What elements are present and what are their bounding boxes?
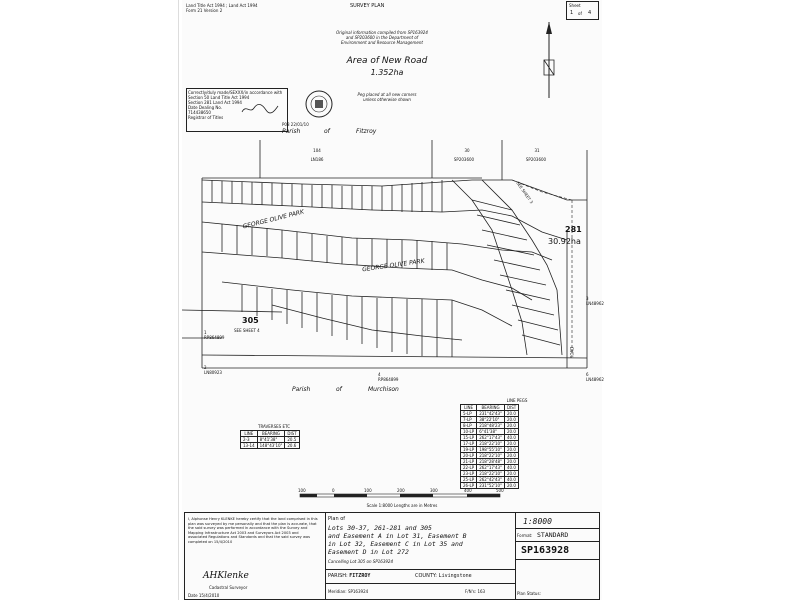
scale-tick-label: 400 xyxy=(464,488,472,493)
side-lot-plan: LN80923 xyxy=(204,370,222,375)
sheet-number: 1 xyxy=(570,10,574,16)
line-peg-cell: 10-LP xyxy=(461,429,477,435)
line-peg-cell: 20.0 xyxy=(504,417,518,423)
side-lot-number: 4 xyxy=(378,372,381,377)
side-lot-number: 1 xyxy=(204,330,207,335)
line-peg-cell: 218°22'10" xyxy=(477,441,505,447)
line-pegs-table xyxy=(460,404,519,489)
side-lot-plan: LN48962 xyxy=(586,301,604,306)
divider xyxy=(515,559,599,560)
road-label: ROAD xyxy=(569,346,575,359)
scale-tick-label: 100 xyxy=(364,488,372,493)
parish-north-name: Fitzroy xyxy=(356,128,377,135)
county-label: COUNTY: xyxy=(415,573,437,579)
line-peg-cell: 262°17'43" xyxy=(477,435,505,441)
line-peg-cell: 218°22'10" xyxy=(477,471,505,477)
line-peg-cell: 40.0 xyxy=(504,435,518,441)
area-value: 1.352ha xyxy=(370,68,404,77)
side-lot-number: 2 xyxy=(204,365,207,370)
line-peg-cell: 20.0 xyxy=(504,453,518,459)
line-peg-cell: 22-LP xyxy=(461,465,477,471)
line-peg-cell: 20.0 xyxy=(504,429,518,435)
parish-label: PARISH: xyxy=(328,573,348,579)
certificate-panel xyxy=(185,513,326,599)
table-row xyxy=(461,471,519,477)
side-lot-3 xyxy=(586,296,604,306)
line-pegs-body xyxy=(461,411,519,489)
top-lot-number: 31 xyxy=(534,148,540,153)
scale-tick-label: 200 xyxy=(397,488,405,493)
see-sheet-4-label: SEE SHEET 4 xyxy=(234,328,260,333)
table-row xyxy=(461,417,519,423)
plan-scale: 1:8000 xyxy=(523,517,552,526)
north-arrow-icon xyxy=(540,20,558,100)
line-peg-cell: 262°17'43" xyxy=(477,465,505,471)
line-peg-cell: 20.0 xyxy=(504,471,518,477)
sheet-of: of xyxy=(578,11,582,16)
divider xyxy=(325,569,515,570)
line-peg-cell: 17-LP xyxy=(461,441,477,447)
peg-note: Peg placed at all new corners unless otherwise shown xyxy=(357,92,417,102)
table-row xyxy=(461,465,519,471)
sheet-edge xyxy=(178,0,179,600)
divider xyxy=(515,541,599,542)
meridian-label: Meridian: xyxy=(328,589,347,594)
scale-tick-label: 0 xyxy=(332,488,335,493)
parish-south-of: of xyxy=(336,386,342,393)
plan-description-panel xyxy=(325,513,516,599)
line-peg-cell: 15-LP xyxy=(461,435,477,441)
surveyor-role: Cadastral Surveyor xyxy=(209,585,248,590)
parish-north-word: Parish xyxy=(282,128,301,135)
traverse-cell: 20.6 xyxy=(285,443,299,449)
table-row xyxy=(461,441,519,447)
line-peg-cell: 25-LP xyxy=(461,477,477,483)
top-lot-number: 30 xyxy=(464,148,470,153)
meridian-field xyxy=(328,589,368,594)
lot-281-area: 30.92ha xyxy=(548,237,581,246)
meridian-value: SP163924 xyxy=(347,589,369,594)
registrar-stamp: Correctly/duly made/SEXXX/in accordance with Section 50 Land Title Act 1994 Section 281 Land Act 1994 Date Dealing No. 714438650 Registrar of Titles xyxy=(186,88,288,132)
plan-status-label: Plan Status: xyxy=(517,591,541,596)
see-sheet-3-label: SEE SHEET 3 xyxy=(515,180,535,205)
side-lot-number: 6 xyxy=(586,372,589,377)
line-peg-cell: 231°52'10" xyxy=(477,483,505,489)
compiled-note: Original information compiled from SP163924 and SP203600 in the Department of Environment and Resource Management xyxy=(336,30,428,45)
line-peg-cell: 20.0 xyxy=(504,423,518,429)
line-peg-cell: 20.0 xyxy=(504,483,518,489)
county-field xyxy=(415,573,472,579)
side-lot-2 xyxy=(204,365,222,375)
table-row xyxy=(241,443,300,449)
sheet-label: Sheet xyxy=(569,3,581,8)
scale-bar xyxy=(292,492,512,502)
table-row xyxy=(461,447,519,453)
side-lot-plan: RP864899 xyxy=(378,377,399,382)
table-row xyxy=(461,453,519,459)
survey-sheet xyxy=(182,0,602,600)
queensland-seal-icon xyxy=(304,88,334,120)
plan-heading: SURVEY PLAN xyxy=(350,3,385,9)
legislation-note: Land Title Act 1994 ; Land Act 1994 Form 21 Version 2 xyxy=(186,3,258,13)
line-peg-cell: 23-LP xyxy=(461,471,477,477)
surveyor-signature: AHKlenke xyxy=(203,571,249,581)
line-peg-cell: 20.0 xyxy=(504,441,518,447)
line-peg-cell: 21-LP xyxy=(461,459,477,465)
table-row xyxy=(461,477,519,483)
format-value: STANDARD xyxy=(537,531,569,539)
table-row xyxy=(241,437,300,443)
line-peg-cell: 5-LP xyxy=(461,411,477,417)
line-pegs-header: LINE xyxy=(461,405,477,411)
line-peg-cell: 231°42'43" xyxy=(477,411,505,417)
line-peg-cell: 40.0 xyxy=(504,465,518,471)
traverse-cell: 148°43'10" xyxy=(257,443,285,449)
line-peg-cell: 262°42'43" xyxy=(477,477,505,483)
side-lot-plan: RP864899 xyxy=(204,335,225,340)
line-peg-cell: 38°22'10" xyxy=(477,417,505,423)
parish-south-word: Parish xyxy=(292,386,311,393)
park-label-2: GEORGE OLIVE PARK xyxy=(361,257,426,274)
fn-field xyxy=(465,589,485,594)
top-lot-plan: SP203600 xyxy=(525,157,547,162)
plan-number: SP163928 xyxy=(521,545,570,556)
line-peg-cell: 26-LP xyxy=(461,483,477,489)
area-title: Area of New Road xyxy=(346,56,428,66)
line-peg-cell: 6°41'38" xyxy=(477,429,505,435)
format-label: Format: xyxy=(517,533,533,538)
traverse-cell: 13-14 xyxy=(241,443,258,449)
line-peg-cell: 7-LP xyxy=(461,417,477,423)
line-peg-cell: 20.0 xyxy=(504,447,518,453)
top-lot-plan: SP203600 xyxy=(453,157,475,162)
line-peg-cell: 218°22'10" xyxy=(477,453,505,459)
line-peg-cell: 20.0 xyxy=(504,411,518,417)
side-lot-4 xyxy=(378,372,398,382)
table-row xyxy=(461,459,519,465)
divider xyxy=(325,583,515,584)
scale-tick-label: 500 xyxy=(496,488,504,493)
line-peg-cell: 20.0 xyxy=(504,459,518,465)
surveyor-certificate: I, Alphonse Henry KLENKE hereby certify that the land comprised in this plan was surveyed by me personally and that the plan is accurate, that the said survey was performed in accordance with the Survey and Mapping Infrastructure Act 2003 and Surveyors Act 2003 and associated Regulations and Standards and that the said survey was completed on 15/4/2010 xyxy=(188,517,318,544)
line-peg-cell: 8-LP xyxy=(461,423,477,429)
parish-north-of: of xyxy=(324,128,330,135)
table-row xyxy=(461,429,519,435)
traverses-title: TRAVERSES ETC xyxy=(258,424,290,429)
line-pegs-header: BEARING xyxy=(477,405,505,411)
registrar-signature-icon xyxy=(240,102,280,116)
sheet-total: 4 xyxy=(588,10,592,16)
line-pegs-header: DIST xyxy=(504,405,518,411)
divider xyxy=(515,528,599,529)
county-value: Livingstone xyxy=(438,573,472,579)
traverse-cell: 8°41'38" xyxy=(257,437,285,443)
scale-tick-label: 100 xyxy=(298,488,306,493)
line-peg-cell: 198°55'10" xyxy=(477,447,505,453)
fn-value: 163 xyxy=(477,589,486,594)
fn-label: F/N's: xyxy=(465,589,477,594)
plan-of-label: Plan of xyxy=(328,516,346,522)
line-peg-cell: 40.0 xyxy=(504,477,518,483)
line-peg-cell: 218°48'23" xyxy=(477,423,505,429)
park-label-1: GEORGE OLIVE PARK xyxy=(242,208,305,231)
traverse-cell: 20.5 xyxy=(285,437,299,443)
registrar-date: P08 22/01/10 xyxy=(282,122,309,127)
traverses-header: LINE xyxy=(241,431,258,437)
traverses-table xyxy=(240,430,300,449)
lot-281-label: 281 xyxy=(565,225,582,234)
table-row xyxy=(461,435,519,441)
side-lot-plan: LN48962 xyxy=(586,377,604,382)
table-row xyxy=(461,423,519,429)
plan-description: Lots 30-37, 261-281 and 305 and Easement A in Lot 31, Easement B in Lot 32, Easement C in Lot 35 and Easement D in Lot 272 xyxy=(328,524,467,556)
table-row xyxy=(461,411,519,417)
side-lot-number: 3 xyxy=(586,296,589,301)
lot-305-label: 305 xyxy=(242,316,259,325)
sheet-box xyxy=(566,1,599,20)
traverses-header: DIST xyxy=(285,431,299,437)
traverse-cell: 2-3 xyxy=(241,437,258,443)
parish-south-name: Murchison xyxy=(368,386,399,393)
cancelling-note: Cancelling Lot 305 on SP163924 xyxy=(328,559,394,564)
side-lot-6 xyxy=(586,372,604,382)
top-lot-number: 104 xyxy=(313,148,321,153)
line-peg-cell: 19-LP xyxy=(461,447,477,453)
title-block xyxy=(184,512,600,600)
top-lot-plan: LN186 xyxy=(310,157,324,162)
traverses-header: BEARING xyxy=(257,431,285,437)
line-pegs-title: LINE PEGS xyxy=(506,398,528,403)
scale-bar-label: Scale 1:8000 Lengths are in Metres xyxy=(366,503,438,508)
line-peg-cell: 218°28'48" xyxy=(477,459,505,465)
surveyor-date: Date 15/4/2010 xyxy=(188,593,220,598)
scale-tick-label: 300 xyxy=(430,488,438,493)
side-lot-1 xyxy=(204,330,224,340)
parish-field xyxy=(328,573,370,579)
plan-id-panel xyxy=(515,513,599,599)
parish-value: FITZROY xyxy=(349,573,371,579)
line-peg-cell: 20-LP xyxy=(461,453,477,459)
